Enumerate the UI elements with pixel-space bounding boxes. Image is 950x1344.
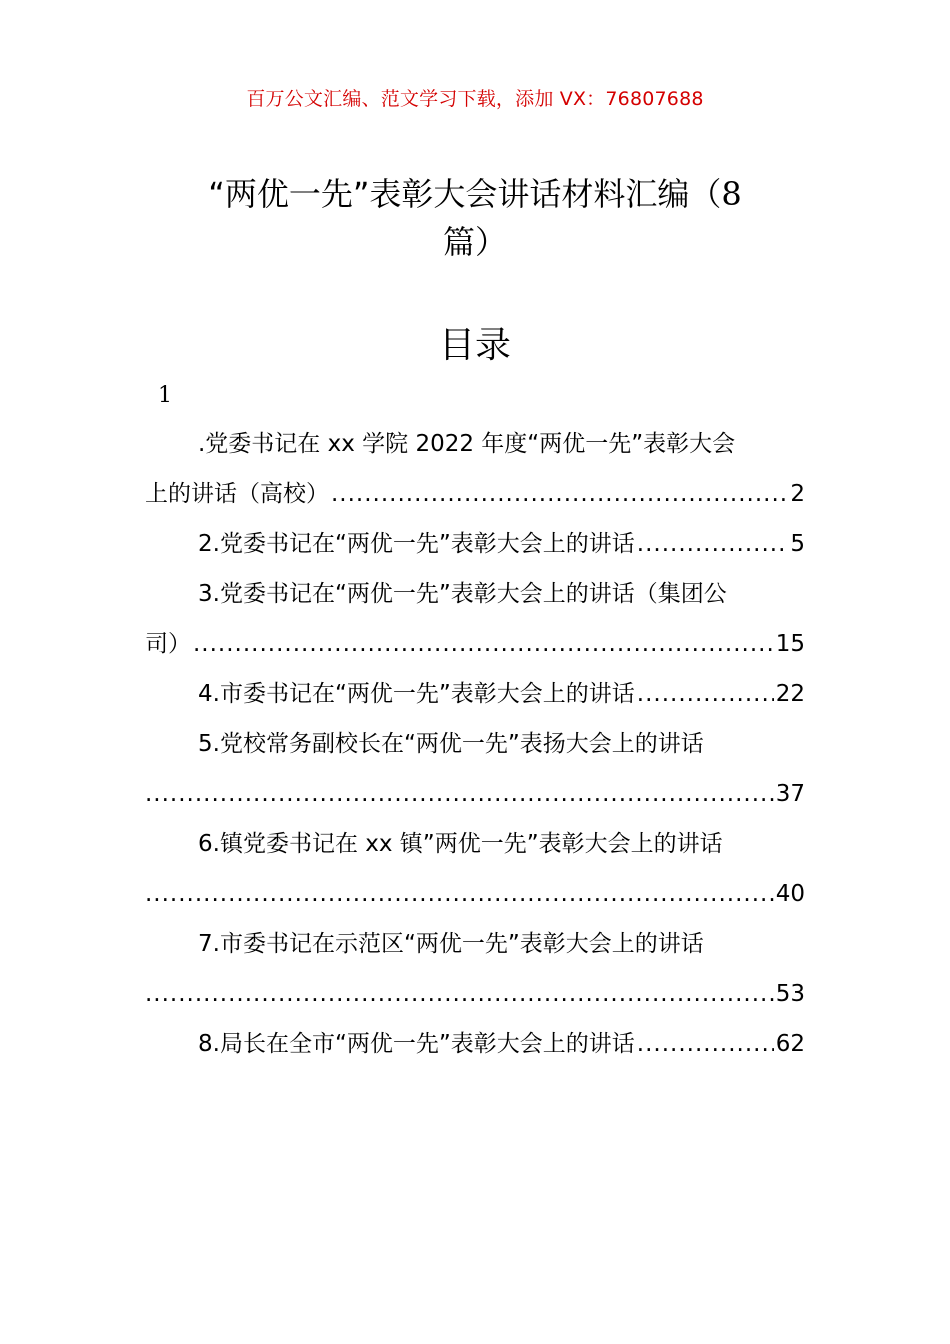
toc-entry-8[interactable]	[145, 1019, 805, 1069]
toc-entry-leader-line	[145, 969, 805, 1019]
toc-entry-leader-line	[145, 769, 805, 819]
toc-leader-dots	[145, 869, 774, 919]
toc-heading: 目录	[438, 325, 511, 366]
toc-entry-title: 4.市委书记在“两优一先”表彰大会上的讲话	[198, 681, 635, 707]
toc-leader-dots	[637, 1019, 774, 1069]
table-of-contents	[145, 419, 805, 1069]
toc-entry-1[interactable]	[145, 419, 805, 519]
title-line-2: 篇）	[442, 223, 507, 261]
page-number: 1	[158, 383, 172, 408]
toc-entry-page: 37	[775, 781, 805, 807]
toc-entry-page: 53	[775, 981, 805, 1007]
document-title	[150, 170, 800, 266]
title-line-1	[150, 170, 800, 218]
toc-entry-leader-line	[145, 1019, 805, 1069]
toc-entry-6[interactable]	[145, 819, 805, 919]
toc-entry-page: 15	[775, 631, 805, 657]
toc-entry-page: 5	[790, 531, 805, 557]
title-count: 8	[721, 175, 742, 213]
toc-entry-2[interactable]	[145, 519, 805, 569]
toc-entry-title: 2.党委书记在“两优一先”表彰大会上的讲话	[198, 531, 635, 557]
toc-entry-7[interactable]	[145, 919, 805, 1019]
toc-entry-title-cont: 司）	[145, 631, 191, 657]
toc-entry-title: 3.党委书记在“两优一先”表彰大会上的讲话（集团公	[198, 581, 727, 607]
toc-entry-page: 62	[775, 1031, 805, 1057]
toc-entry-title: .党委书记在 xx 学院 2022 年度“两优一先”表彰大会	[198, 431, 736, 457]
toc-entry-leader-line	[145, 469, 805, 519]
title-text: “两优一先”表彰大会讲话材料汇编（	[208, 175, 722, 213]
toc-entry-page: 2	[790, 481, 805, 507]
toc-entry-title: 5.党校常务副校长在“两优一先”表扬大会上的讲话	[198, 731, 704, 757]
toc-entry-5[interactable]	[145, 719, 805, 819]
toc-entry-leader-line	[145, 669, 805, 719]
toc-leader-dots	[637, 519, 789, 569]
toc-leader-dots	[193, 619, 774, 669]
toc-entry-4[interactable]	[145, 669, 805, 719]
toc-entry-title: 6.镇党委书记在 xx 镇”两优一先”表彰大会上的讲话	[198, 831, 723, 857]
watermark-note: 百万公文汇编、范文学习下载，添加 VX：76807688	[246, 88, 704, 110]
toc-entry-title: 7.市委书记在示范区“两优一先”表彰大会上的讲话	[198, 931, 704, 957]
toc-entry-title-cont: 上的讲话（高校）	[145, 481, 329, 507]
toc-entry-leader-line	[145, 619, 805, 669]
toc-leader-dots	[145, 769, 774, 819]
toc-entry-page: 40	[775, 881, 805, 907]
toc-entry-3[interactable]	[145, 569, 805, 669]
toc-entry-leader-line	[145, 519, 805, 569]
toc-entry-leader-line	[145, 869, 805, 919]
toc-leader-dots	[145, 969, 774, 1019]
toc-leader-dots	[331, 469, 788, 519]
toc-entry-page: 22	[775, 681, 805, 707]
toc-entry-title: 8.局长在全市“两优一先”表彰大会上的讲话	[198, 1031, 635, 1057]
toc-leader-dots	[637, 669, 774, 719]
